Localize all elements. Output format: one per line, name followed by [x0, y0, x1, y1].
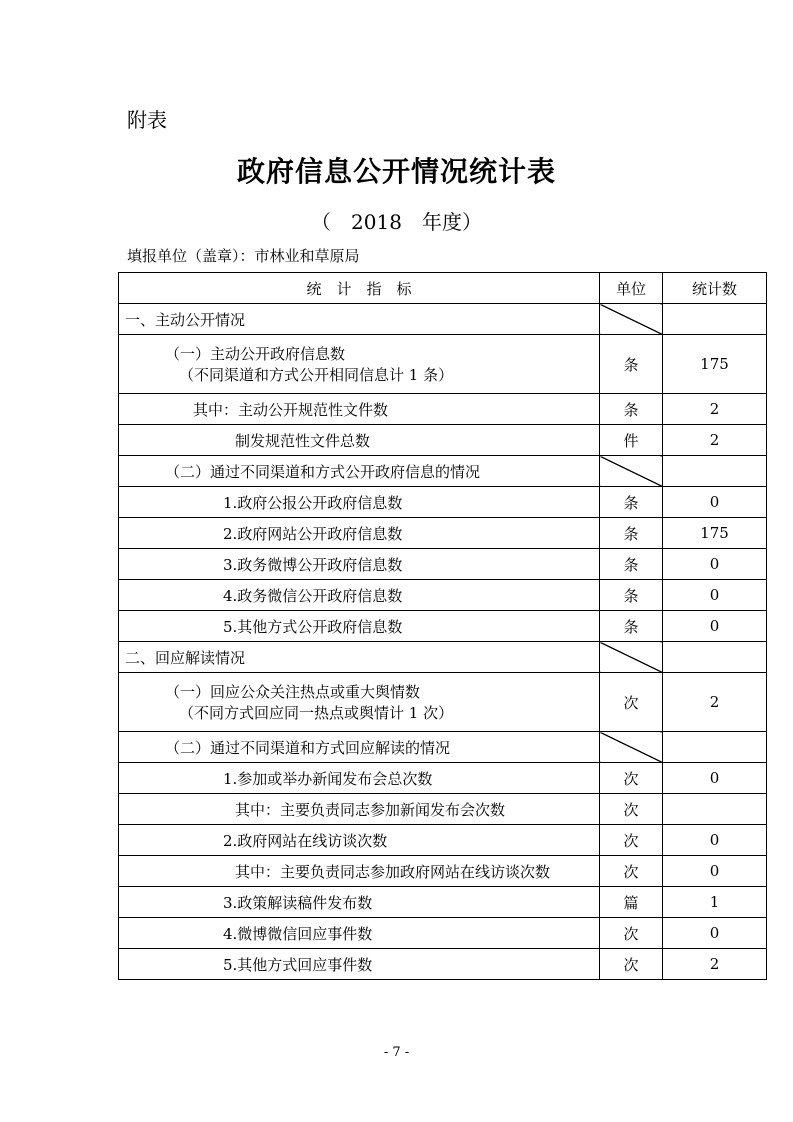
table-row — [119, 518, 767, 549]
row-unit: 条 — [600, 394, 663, 425]
appendix-label: 附表 — [127, 108, 167, 132]
reporting-unit: 填报单位（盖章）：市林业和草原局 — [127, 247, 360, 265]
header-indicator: 统 计 指 标 — [119, 273, 600, 304]
row-unit: 件 — [600, 425, 663, 456]
row-unit: 次 — [600, 794, 663, 825]
row-label-note: （不同渠道和方式公开相同信息计 1 条） — [179, 366, 454, 384]
row-unit: 条 — [600, 611, 663, 642]
row-unit: 次 — [600, 918, 663, 949]
row-unit: 次 — [600, 856, 663, 887]
row-value — [663, 456, 767, 487]
row-value: 2 — [663, 394, 767, 425]
row-unit-blank — [600, 732, 663, 763]
table-row — [119, 887, 767, 918]
row-label: 二、回应解读情况 — [119, 642, 600, 673]
row-label: 3.政务微博公开政府信息数 — [119, 549, 600, 580]
table-row — [119, 425, 767, 456]
row-label: 其中：主要负责同志参加政府网站在线访谈次数 — [119, 856, 600, 887]
row-label: （一）主动公开政府信息数 — [165, 345, 346, 363]
row-value — [663, 732, 767, 763]
row-value: 2 — [663, 949, 767, 980]
row-value: 1 — [663, 887, 767, 918]
row-unit-blank — [600, 456, 663, 487]
table-row — [119, 304, 767, 335]
table-row — [119, 794, 767, 825]
row-value: 2 — [663, 425, 767, 456]
row-label: 制发规范性文件总数 — [119, 425, 600, 456]
row-label: （二）通过不同渠道和方式公开政府信息的情况 — [119, 456, 600, 487]
table-row — [119, 918, 767, 949]
report-year: （ 2018 年度） — [311, 210, 482, 234]
row-unit: 条 — [600, 487, 663, 518]
row-unit: 次 — [600, 673, 663, 732]
header-count: 统计数 — [663, 273, 767, 304]
row-label: 3.政策解读稿件发布数 — [119, 887, 600, 918]
row-unit-blank — [600, 642, 663, 673]
table-row — [119, 642, 767, 673]
row-unit: 条 — [600, 549, 663, 580]
row-unit: 次 — [600, 763, 663, 794]
row-label-note: （不同方式回应同一热点或舆情计 1 次） — [179, 704, 454, 722]
row-value — [663, 304, 767, 335]
header-unit: 单位 — [600, 273, 663, 304]
table-row — [119, 456, 767, 487]
row-value: 0 — [663, 856, 767, 887]
statistics-table — [118, 272, 767, 980]
row-label: 1.政府公报公开政府信息数 — [119, 487, 600, 518]
row-value: 0 — [663, 825, 767, 856]
row-label: 4.政务微信公开政府信息数 — [119, 580, 600, 611]
row-unit: 条 — [600, 518, 663, 549]
row-value: 175 — [663, 335, 767, 394]
row-value: 0 — [663, 763, 767, 794]
row-label: 2.政府网站公开政府信息数 — [119, 518, 600, 549]
table-row — [119, 549, 767, 580]
row-unit: 条 — [600, 335, 663, 394]
row-label: 5.其他方式公开政府信息数 — [119, 611, 600, 642]
row-value: 0 — [663, 549, 767, 580]
row-label: 4.微博微信回应事件数 — [119, 918, 600, 949]
table-row — [119, 856, 767, 887]
row-label: 5.其他方式回应事件数 — [119, 949, 600, 980]
row-value: 2 — [663, 673, 767, 732]
row-value: 0 — [663, 611, 767, 642]
table-row — [119, 487, 767, 518]
row-unit-blank — [600, 304, 663, 335]
row-label: 其中：主动公开规范性文件数 — [119, 394, 600, 425]
table-row — [119, 763, 767, 794]
table-row — [119, 394, 767, 425]
row-value: 0 — [663, 580, 767, 611]
row-value: 0 — [663, 918, 767, 949]
row-label: 其中：主要负责同志参加新闻发布会次数 — [119, 794, 600, 825]
page-title: 政府信息公开情况统计表 — [236, 155, 556, 188]
table-row — [119, 949, 767, 980]
row-label-cell — [119, 335, 600, 394]
row-unit: 篇 — [600, 887, 663, 918]
table-row — [119, 335, 767, 394]
row-label-cell — [119, 673, 600, 732]
table-row — [119, 611, 767, 642]
table-row — [119, 673, 767, 732]
table-row — [119, 580, 767, 611]
row-label: 2.政府网站在线访谈次数 — [119, 825, 600, 856]
table-header-row — [119, 273, 767, 304]
row-label: （一）回应公众关注热点或重大舆情数 — [165, 683, 421, 701]
row-label: 一、主动公开情况 — [119, 304, 600, 335]
row-unit: 次 — [600, 949, 663, 980]
row-value — [663, 794, 767, 825]
row-value — [663, 642, 767, 673]
page-number: - 7 - — [383, 1045, 410, 1060]
row-label: （二）通过不同渠道和方式回应解读的情况 — [119, 732, 600, 763]
table-row — [119, 732, 767, 763]
row-unit: 条 — [600, 580, 663, 611]
row-label: 1.参加或举办新闻发布会总次数 — [119, 763, 600, 794]
table-row — [119, 825, 767, 856]
row-unit: 次 — [600, 825, 663, 856]
row-value: 0 — [663, 487, 767, 518]
row-value: 175 — [663, 518, 767, 549]
